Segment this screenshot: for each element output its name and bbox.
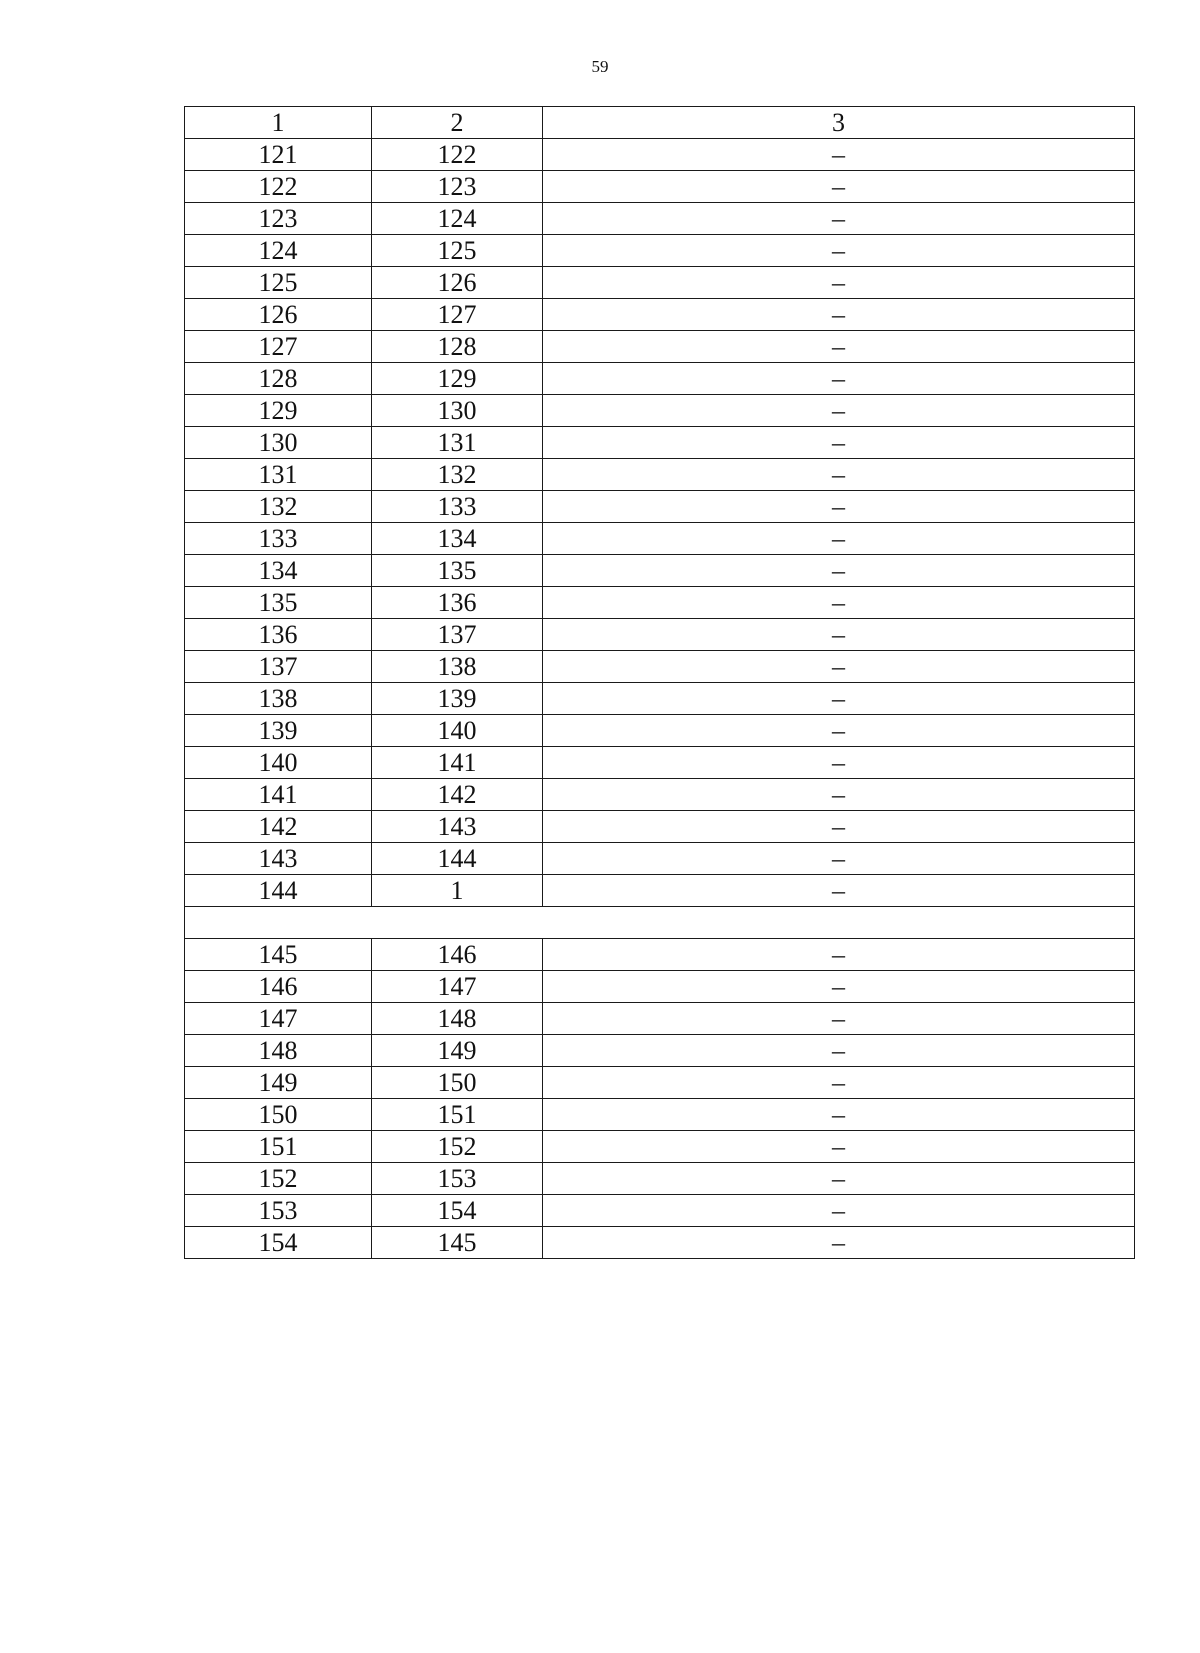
table-cell-col-1: 146 [185,971,372,1003]
table-row [185,1035,1135,1067]
table-cell-col-3: – [543,235,1135,267]
table-row [185,715,1135,747]
table-cell-col-2: 143 [372,811,543,843]
table-cell-col-1: 133 [185,523,372,555]
table-row [185,843,1135,875]
table-cell-col-1: 130 [185,427,372,459]
table-cell-col-3: – [543,619,1135,651]
table-row [185,619,1135,651]
table-cell-col-3: – [543,811,1135,843]
table-row [185,267,1135,299]
table-cell-col-1: 137 [185,651,372,683]
table-row [185,651,1135,683]
table-row [185,683,1135,715]
table-row [185,171,1135,203]
table-row [185,939,1135,971]
table-cell-col-3: – [543,1131,1135,1163]
table-cell-col-1: 139 [185,715,372,747]
table-cell-col-2: 141 [372,747,543,779]
table-cell-col-3: – [543,683,1135,715]
data-table [184,106,1135,1259]
table-row [185,1099,1135,1131]
table-cell-col-3: – [543,651,1135,683]
table-row [185,1227,1135,1259]
table-cell-col-3: – [543,1099,1135,1131]
table-cell-col-1: 145 [185,939,372,971]
table-cell-col-1: 134 [185,555,372,587]
table-cell-col-2: 137 [372,619,543,651]
table-cell-col-2: 152 [372,1131,543,1163]
table-row [185,1067,1135,1099]
table-cell-col-2: 131 [372,427,543,459]
table-cell-col-3: – [543,587,1135,619]
table-cell-col-3: – [543,331,1135,363]
table-cell-col-1: 136 [185,619,372,651]
table-row [185,1163,1135,1195]
table-cell-col-2: 139 [372,683,543,715]
table-cell-col-3: – [543,939,1135,971]
table-cell-col-3: – [543,715,1135,747]
table-cell-col-3: – [543,555,1135,587]
table-cell-col-2: 138 [372,651,543,683]
table-row [185,747,1135,779]
table-cell-col-2: 148 [372,1003,543,1035]
table-cell-col-3: – [543,139,1135,171]
table-cell-col-2: 123 [372,171,543,203]
table-cell-col-2: 126 [372,267,543,299]
table-cell-col-3: – [543,523,1135,555]
table-cell-col-2: 153 [372,1163,543,1195]
table-row [185,491,1135,523]
table-cell-col-2: 128 [372,331,543,363]
table-cell-col-2: 134 [372,523,543,555]
table-row [185,587,1135,619]
table-cell-col-2: 129 [372,363,543,395]
table-cell-col-2: 124 [372,203,543,235]
table-cell-col-1: 129 [185,395,372,427]
table-cell-col-1: 127 [185,331,372,363]
table-cell-col-1: 126 [185,299,372,331]
table-cell-col-1: 132 [185,491,372,523]
table-row [185,555,1135,587]
table-cell-col-2: 154 [372,1195,543,1227]
table-cell-col-3: – [543,843,1135,875]
column-header-2: 2 [372,107,543,139]
table-cell-col-3: – [543,267,1135,299]
table-row [185,363,1135,395]
table-cell-col-1: 144 [185,875,372,907]
table-cell-col-3: – [543,363,1135,395]
table-row [185,875,1135,907]
table-cell-col-1: 124 [185,235,372,267]
table-cell-col-3: – [543,459,1135,491]
table-row [185,523,1135,555]
table-row [185,395,1135,427]
group-separator-row [185,907,1135,939]
table-cell-col-3: – [543,171,1135,203]
table-cell-col-1: 131 [185,459,372,491]
table-cell-col-1: 150 [185,1099,372,1131]
table-row [185,459,1135,491]
table-cell-col-2: 145 [372,1227,543,1259]
table-cell-col-2: 132 [372,459,543,491]
table-header-row [185,107,1135,139]
table-cell-col-3: – [543,875,1135,907]
table-cell-col-3: – [543,1227,1135,1259]
table-cell-col-3: – [543,747,1135,779]
table-cell-col-2: 122 [372,139,543,171]
table-cell-col-2: 144 [372,843,543,875]
table-cell-col-2: 136 [372,587,543,619]
table-cell-col-3: – [543,779,1135,811]
table-cell-col-1: 140 [185,747,372,779]
table-row [185,139,1135,171]
table-cell-col-1: 122 [185,171,372,203]
table-cell-col-1: 125 [185,267,372,299]
table-cell-col-2: 142 [372,779,543,811]
table-cell-col-2: 127 [372,299,543,331]
table-row [185,811,1135,843]
table-cell-col-1: 123 [185,203,372,235]
table-cell-col-1: 121 [185,139,372,171]
table-cell-col-3: – [543,427,1135,459]
table-cell-col-3: – [543,971,1135,1003]
table-cell-col-3: – [543,1067,1135,1099]
column-header-1: 1 [185,107,372,139]
table-row [185,299,1135,331]
table-cell-col-1: 153 [185,1195,372,1227]
table-body [185,107,1135,1259]
table-cell-col-1: 151 [185,1131,372,1163]
table-cell-col-2: 147 [372,971,543,1003]
table-cell-col-2: 1 [372,875,543,907]
group-separator-cell [185,907,1135,939]
table-cell-col-1: 148 [185,1035,372,1067]
table-cell-col-3: – [543,1163,1135,1195]
table-cell-col-1: 135 [185,587,372,619]
table-cell-col-3: – [543,203,1135,235]
table-cell-col-2: 130 [372,395,543,427]
table-cell-col-1: 141 [185,779,372,811]
table-cell-col-2: 149 [372,1035,543,1067]
table-cell-col-2: 146 [372,939,543,971]
table-row [185,779,1135,811]
table-cell-col-3: – [543,1035,1135,1067]
table-cell-col-1: 142 [185,811,372,843]
table-cell-col-3: – [543,1003,1135,1035]
table-cell-col-3: – [543,395,1135,427]
table-cell-col-2: 150 [372,1067,543,1099]
table-cell-col-2: 133 [372,491,543,523]
table-cell-col-2: 125 [372,235,543,267]
table-row [185,971,1135,1003]
table-cell-col-2: 151 [372,1099,543,1131]
table-cell-col-1: 147 [185,1003,372,1035]
table-cell-col-2: 135 [372,555,543,587]
table-cell-col-1: 128 [185,363,372,395]
table-cell-col-1: 149 [185,1067,372,1099]
table-cell-col-1: 152 [185,1163,372,1195]
table-row [185,331,1135,363]
column-header-3: 3 [543,107,1135,139]
table-cell-col-1: 143 [185,843,372,875]
table-cell-col-2: 140 [372,715,543,747]
table-row [185,1003,1135,1035]
table-cell-col-1: 154 [185,1227,372,1259]
page-number: 59 [591,57,609,76]
table-row [185,1131,1135,1163]
table-cell-col-3: – [543,1195,1135,1227]
table-row [185,235,1135,267]
table-cell-col-1: 138 [185,683,372,715]
table-cell-col-3: – [543,299,1135,331]
table-row [185,203,1135,235]
table-row [185,1195,1135,1227]
table-row [185,427,1135,459]
table-cell-col-3: – [543,491,1135,523]
